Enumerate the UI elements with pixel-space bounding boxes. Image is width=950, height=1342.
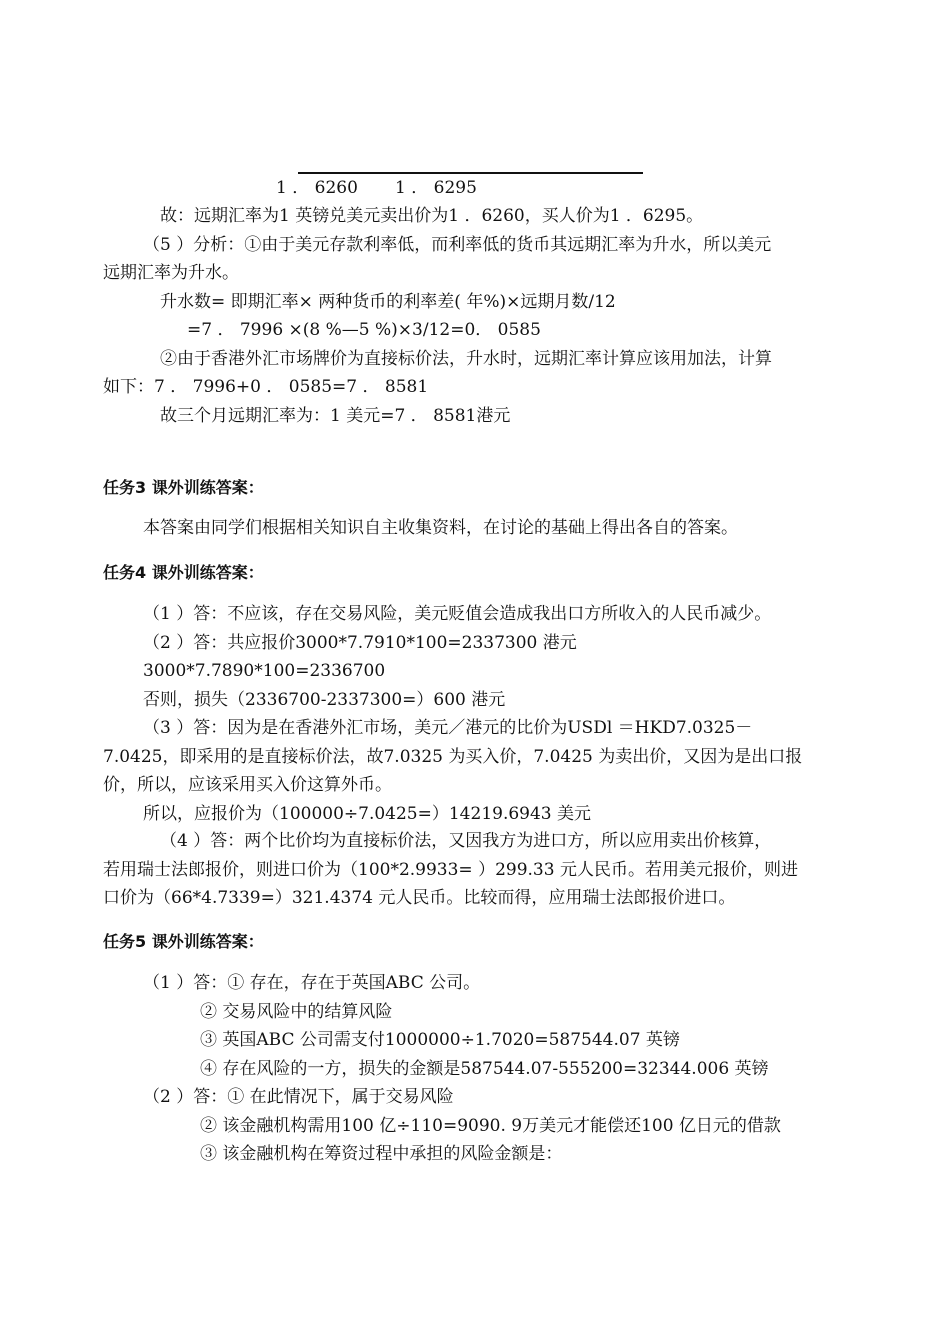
section-heading-task5: 任务5 课外训练答案： bbox=[103, 932, 264, 951]
answer-subitem: ④ 存在风险的一方，损失的金额是587544.07-555200=32344.006 英镑 bbox=[200, 1059, 769, 1079]
answer-line: 价，所以，应该采用买入价这算外币。 bbox=[103, 775, 392, 795]
formula-line: 升水数= 即期汇率× 两种货币的利率差( 年%)×远期月数/12 bbox=[160, 292, 616, 312]
answer-subitem: ② 交易风险中的结算风险 bbox=[200, 1002, 393, 1022]
paragraph-line: 远期汇率为升水。 bbox=[103, 263, 239, 283]
answer-line: （2 ）答：共应报价3000*7.7910*100=2337300 港元 bbox=[143, 633, 577, 653]
paragraph-line: 故三个月远期汇率为：1 美元=7 ． 8581港元 bbox=[160, 406, 511, 426]
section-heading-task3: 任务3 课外训练答案： bbox=[103, 478, 264, 497]
paragraph-line: 本答案由同学们根据相关知识自主收集资料，在讨论的基础上得出各自的答案。 bbox=[143, 518, 738, 538]
answer-subitem: ③ 该金融机构在筹资过程中承担的风险金额是： bbox=[200, 1144, 563, 1164]
answer-line: 若用瑞士法郎报价，则进口价为（100*2.9933= ）299.33 元人民币。若用美元报价，则进 bbox=[103, 860, 798, 880]
answer-line: 否则，损失（2336700-2337300=）600 港元 bbox=[143, 690, 506, 710]
fraction-rule bbox=[298, 172, 643, 174]
paragraph-line: ②由于香港外汇市场牌价为直接标价法，升水时，远期汇率计算应该用加法，计算 bbox=[160, 349, 772, 369]
answer-line: 3000*7.7890*100=2336700 bbox=[143, 661, 386, 681]
answer-line: 所以，应报价为（100000÷7.0425=）14219.6943 美元 bbox=[143, 804, 592, 824]
paragraph-line: （5 ）分析：①由于美元存款利率低，而利率低的货币其远期汇率为升水，所以美元 bbox=[143, 235, 772, 255]
answer-subitem: ② 该金融机构需用100 亿÷110=9090. 9万美元才能偿还100 亿日元的借款 bbox=[200, 1116, 781, 1136]
answer-line: 口价为（66*4.7339=）321.4374 元人民币。比较而得，应用瑞士法郎报价进口。 bbox=[103, 888, 736, 908]
section-heading-task4: 任务4 课外训练答案： bbox=[103, 563, 264, 582]
answer-line: （2 ）答：① 在此情况下，属于交易风险 bbox=[143, 1087, 454, 1107]
answer-subitem: ③ 英国ABC 公司需支付1000000÷1.7020=587544.07 英镑 bbox=[200, 1030, 680, 1050]
rate-bid: 1 ． 6260 bbox=[276, 178, 358, 198]
paragraph-line: 如下：7 ． 7996+0 ． 0585=7 ． 8581 bbox=[103, 377, 429, 397]
answer-line: （1 ）答：不应该，存在交易风险，美元贬值会造成我出口方所收入的人民币减少。 bbox=[143, 604, 772, 624]
rate-ask: 1 ． 6295 bbox=[395, 178, 477, 198]
paragraph-line: 故：远期汇率为1 英镑兑美元卖出价为1 ．6260，买人价为1 ．6295。 bbox=[160, 206, 704, 226]
answer-line: （1 ）答：① 存在，存在于英国ABC 公司。 bbox=[143, 973, 481, 993]
answer-line: （4 ）答：两个比价均为直接标价法，又因我方为进口方，所以应用卖出价核算， bbox=[160, 831, 772, 851]
formula-line: =7 ． 7996 ×(8 %—5 %)×3/12=0． 0585 bbox=[187, 320, 541, 340]
answer-line: 7.0425，即采用的是直接标价法，故7.0325 为买入价，7.0425 为卖出价，又因为是出口报 bbox=[103, 747, 803, 767]
answer-line: （3 ）答：因为是在香港外汇市场，美元／港元的比价为USDl ＝HKD7.0325－ bbox=[143, 718, 753, 738]
